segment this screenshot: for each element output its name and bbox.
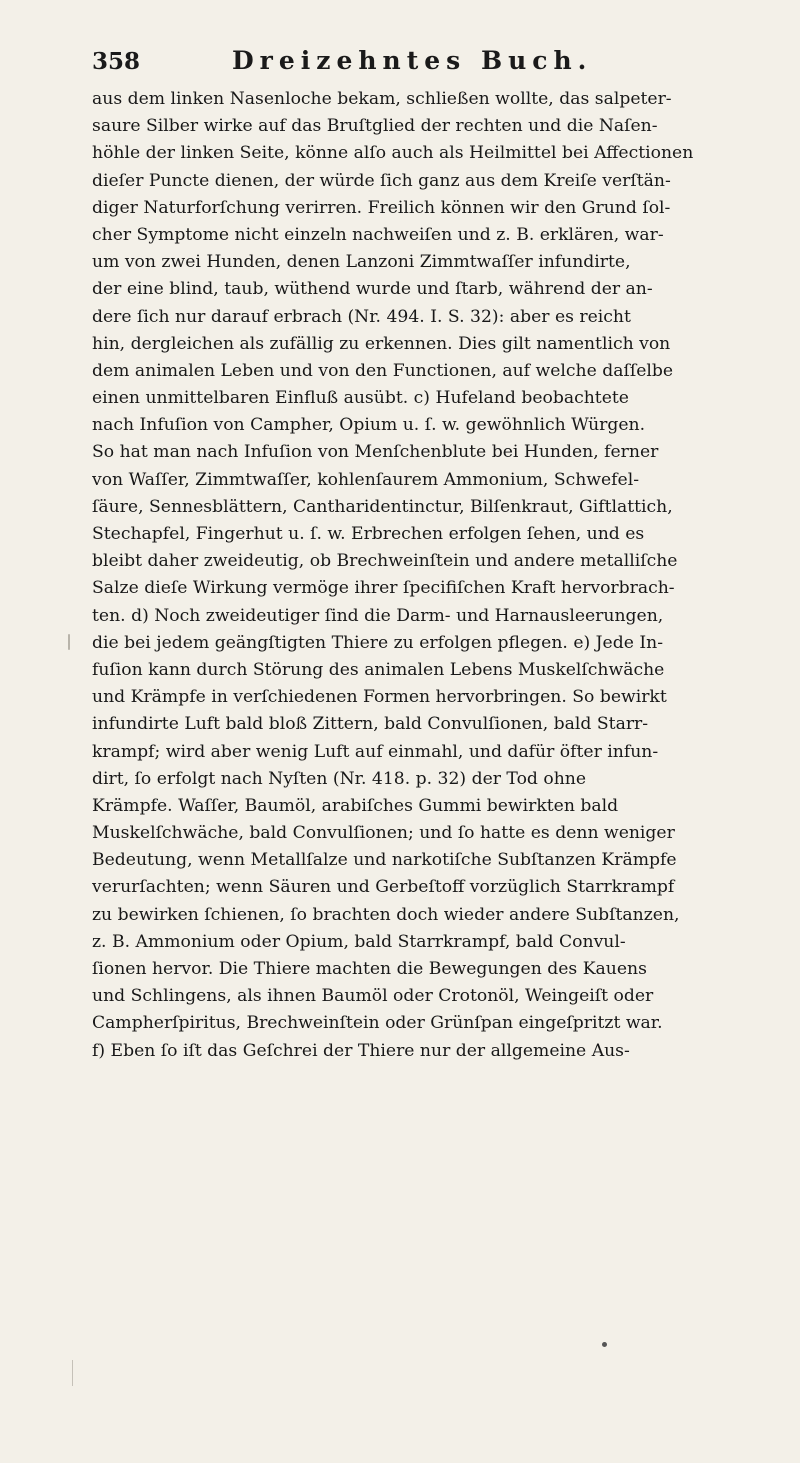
text-line: krampf; wird aber wenig Luft auf einmahl, und dafür öfter infun- xyxy=(92,741,659,762)
ink-dot xyxy=(602,1342,607,1347)
text-line: infundirte Luft bald bloß Zittern, bald Convulſionen, bald Starr- xyxy=(92,714,649,735)
text-line: Stechapfel, Fingerhut u. ſ. w. Erbrechen erfolgen ſehen, und es xyxy=(92,524,645,544)
page-header xyxy=(92,40,712,84)
margin-mark xyxy=(72,1360,73,1386)
text-line: dieſer Puncte dienen, der würde ſich ganz aus dem Kreiſe verſtän- xyxy=(92,170,671,191)
text-line: ſionen hervor. Die Thiere machten die Bewegungen des Kauens xyxy=(92,959,647,979)
text-line: dirt, ſo erfolgt nach Nyſten (Nr. 418. p. 32) der Tod ohne xyxy=(92,768,587,789)
body-text xyxy=(92,86,712,1346)
text-line: Salze dieſe Wirkung vermöge ihrer ſpecifiſchen Kraft hervorbrach- xyxy=(92,578,675,599)
text-line: höhle der linken Seite, könne alſo auch als Heilmittel bei Affectionen xyxy=(92,143,694,164)
text-line: diger Naturforſchung verirren. Freilich können wir den Grund ſol- xyxy=(92,197,671,218)
text-line: verurſachten; wenn Säuren und Gerbeſtoff vorzüglich Starrkrampf xyxy=(92,877,675,898)
text-line: Campherſpiritus, Brechweinſtein oder Grünſpan eingeſpritzt war. xyxy=(92,1013,663,1034)
text-line: bleibt daher zweideutig, ob Brechweinſtein und andere metalliſche xyxy=(92,551,678,572)
text-line: cher Symptome nicht einzeln nachweiſen und z. B. erklären, war- xyxy=(92,224,664,245)
text-line: dere ſich nur darauf erbrach (Nr. 494. I. S. 32): aber es reicht xyxy=(92,306,631,327)
text-line: einen unmittelbaren Einfluß ausübt. c) Hufeland beobachtete xyxy=(92,388,629,409)
text-line: aus dem linken Nasenloche bekam, schließen wollte, das salpeter- xyxy=(92,89,672,109)
text-line: und Schlingens, als ihnen Baumöl oder Crotonöl, Weingeiſt oder xyxy=(92,986,654,1007)
running-head: Dreizehntes Buch. xyxy=(232,46,593,75)
text-line: von Waſſer, Zimmtwaſſer, kohlenſaurem Ammonium, Schwefel- xyxy=(92,469,640,490)
text-line: fuſion kann durch Störung des animalen Lebens Muskelſchwäche xyxy=(92,659,665,680)
text-line: saure Silber wirke auf das Bruſtglied der rechten und die Naſen- xyxy=(92,116,658,137)
text-line: hin, dergleichen als zufällig zu erkennen. Dies gilt namentlich von xyxy=(92,333,671,354)
text-line: Krämpfe. Waſſer, Baumöl, arabiſches Gummi bewirkten bald xyxy=(92,795,619,816)
text-line: z. B. Ammonium oder Opium, bald Starrkrampf, bald Convul- xyxy=(92,931,626,952)
text-line: ſäure, Sennesblättern, Cantharidentinctur, Bilſenkraut, Giftlattich, xyxy=(92,496,673,517)
margin-smudge xyxy=(68,634,70,650)
text-line: zu bewirken ſchienen, ſo brachten doch wieder andere Subſtanzen, xyxy=(92,904,680,925)
text-line: f) Eben ſo iſt das Geſchrei der Thiere nur der allgemeine Aus- xyxy=(92,1040,630,1061)
text-line: nach Infuſion von Campher, Opium u. ſ. w. gewöhnlich Würgen. xyxy=(92,415,646,436)
text-line: dem animalen Leben und von den Functionen, auf welche daſſelbe xyxy=(92,360,674,381)
text-line: ten. d) Noch zweideutiger ſind die Darm- und Harnausleerungen, xyxy=(92,605,664,626)
page-number: 358 xyxy=(92,48,141,75)
text-line: der eine blind, taub, wüthend wurde und ſtarb, während der an- xyxy=(92,279,653,300)
text-line: Muskelſchwäche, bald Convulſionen; und ſo hatte es denn weniger xyxy=(92,823,675,844)
text-line: und Krämpfe in verſchiedenen Formen hervorbringen. So bewirkt xyxy=(92,687,667,708)
text-line: um von zwei Hunden, denen Lanzoni Zimmtwaſſer infundirte, xyxy=(92,252,631,273)
text-line: die bei jedem geängſtigten Thiere zu erfolgen pflegen. e) Jede In- xyxy=(92,632,664,653)
text-line: So hat man nach Infuſion von Menſchenblute bei Hunden, ferner xyxy=(92,442,659,463)
text-line: Bedeutung, wenn Metallſalze und narkotiſche Subſtanzen Krämpfe xyxy=(92,850,677,871)
